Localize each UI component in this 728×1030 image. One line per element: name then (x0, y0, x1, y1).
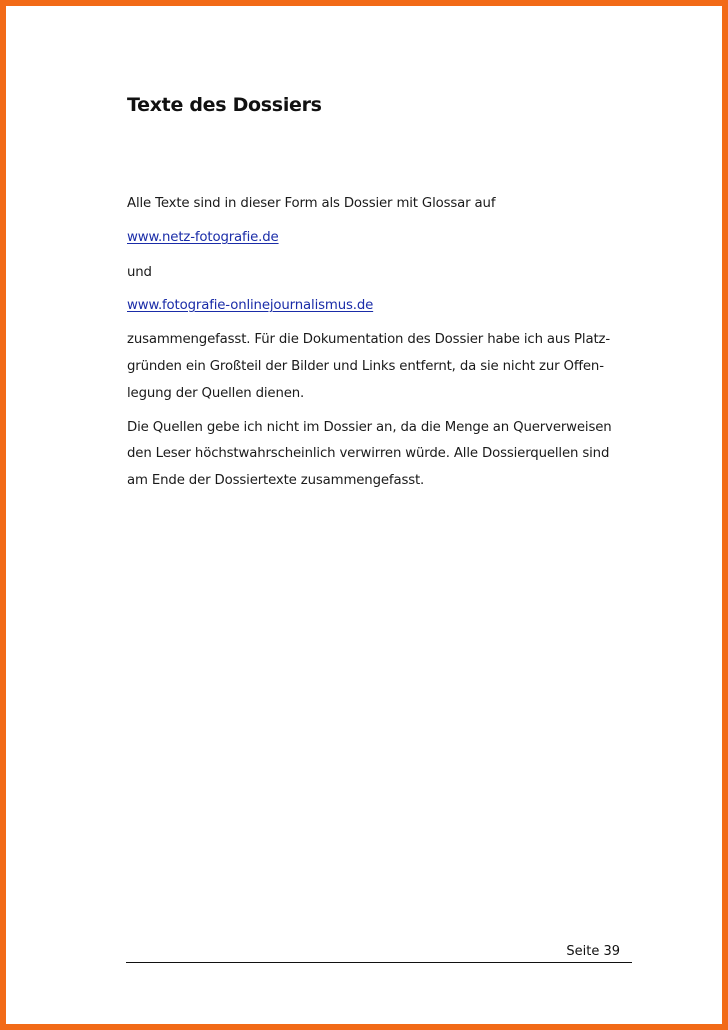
netz-fotografie-link[interactable]: www.netz-fotografie.de (127, 230, 279, 245)
page-number: Seite 39 (566, 944, 620, 959)
paragraph-2-line-2: den Leser höchstwahrscheinlich verwirren würde. Alle Dossierquellen sind (127, 446, 610, 461)
footer-divider (126, 962, 632, 963)
connector-text: und (127, 265, 152, 280)
paragraph-1-line-2: gründen ein Großteil der Bilder und Links entfernt, da sie nicht zur Offen- (127, 359, 604, 374)
paragraph-1-line-3: legung der Quellen dienen. (127, 386, 305, 401)
paragraph-2-line-1: Die Quellen gebe ich nicht im Dossier an, da die Menge an Querverweisen (127, 420, 612, 435)
onlinejournalismus-link[interactable]: www.fotografie-onlinejournalismus.de (127, 298, 374, 313)
page-title: Texte des Dossiers (127, 94, 322, 116)
paragraph-1-line-1: zusammengefasst. Für die Dokumentation des Dossier habe ich aus Platz- (127, 332, 611, 347)
intro-text: Alle Texte sind in dieser Form als Dossier mit Glossar auf (127, 196, 496, 211)
paragraph-2-line-3: am Ende der Dossiertexte zusammengefasst. (127, 473, 425, 488)
